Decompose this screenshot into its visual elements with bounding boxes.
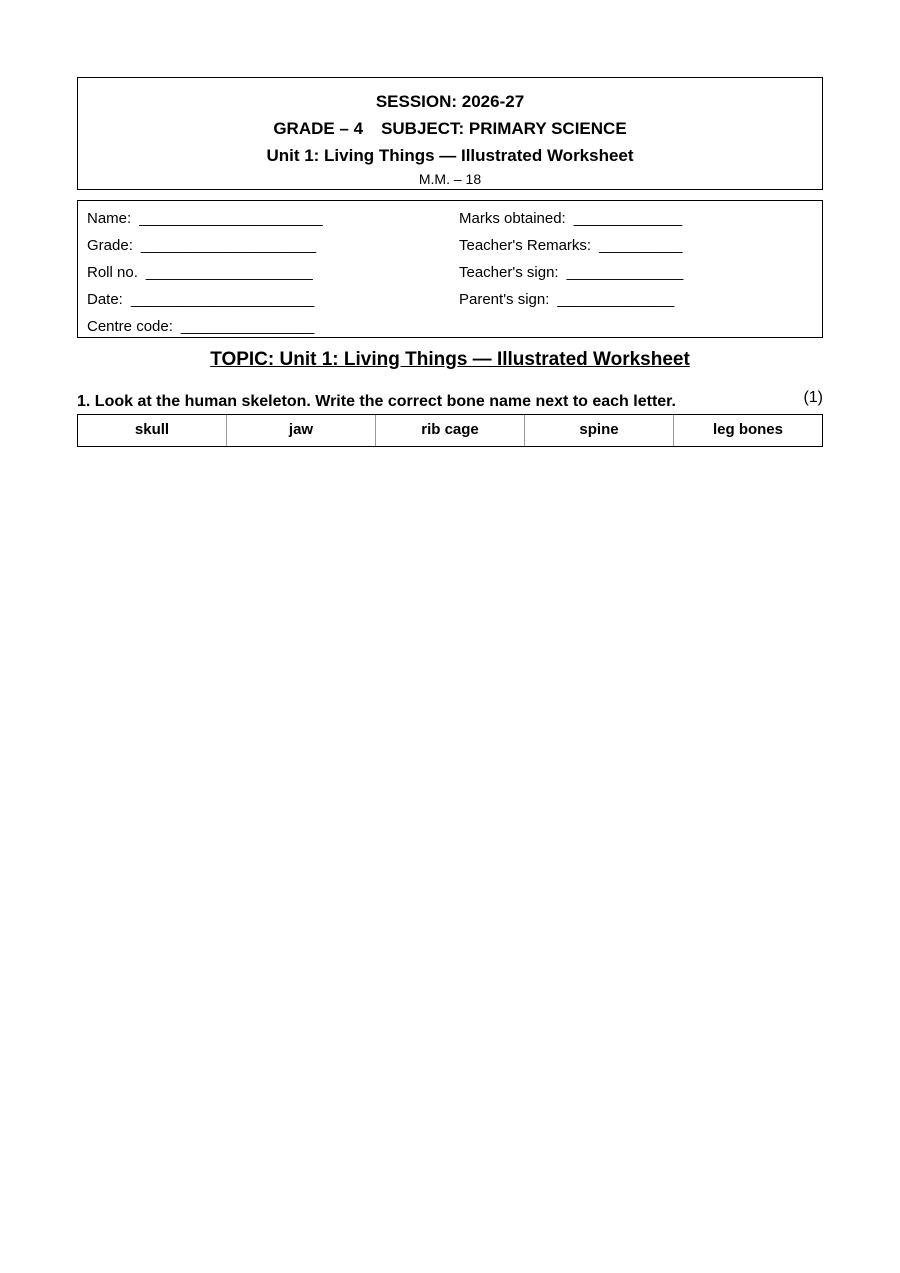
field-label: Centre code:	[87, 318, 173, 335]
student-info-box	[77, 200, 823, 338]
name-field[interactable]	[87, 205, 323, 232]
field-label: Date:	[87, 291, 123, 308]
field-blank[interactable]: ____________________	[145, 264, 313, 281]
word-bank-item: spine	[524, 415, 673, 446]
word-bank-item: skull	[134, 421, 170, 438]
field-label: Name:	[87, 210, 132, 227]
question-text: 1. Look at the human skeleton. Write the correct bone name next to each letter.	[77, 393, 676, 410]
field-blank[interactable]: ______________________	[139, 210, 323, 227]
max-marks: M.M. – 18	[418, 171, 482, 187]
field-blank[interactable]: ______________	[566, 264, 684, 281]
centre-code-field[interactable]	[87, 313, 323, 340]
word-bank-item: rib cage	[375, 415, 524, 446]
parent-sign-field[interactable]	[459, 286, 683, 313]
unit-title: Unit 1: Living Things — Illustrated Worksheet	[266, 146, 634, 165]
teacher-remarks-field[interactable]	[459, 232, 683, 259]
field-blank[interactable]: ________________	[180, 318, 315, 335]
marks-obtained-field[interactable]	[459, 205, 683, 232]
field-label: Teacher's Remarks:	[459, 237, 592, 254]
grade-subject-line	[78, 115, 822, 142]
teacher-sign-field[interactable]	[459, 259, 683, 286]
field-label: Parent's sign:	[459, 291, 550, 308]
student-info-left	[87, 205, 323, 340]
field-label: Teacher's sign:	[459, 264, 559, 281]
word-bank-item: leg bones	[673, 415, 822, 446]
field-label: Roll no.	[87, 264, 138, 281]
field-blank[interactable]: __________	[599, 237, 683, 254]
field-label: Grade:	[87, 237, 133, 254]
student-info-right	[459, 205, 683, 313]
word-bank	[77, 414, 823, 447]
date-field[interactable]	[87, 286, 323, 313]
grade-label: GRADE – 4	[273, 119, 364, 138]
question-1	[77, 386, 823, 410]
topic-heading: TOPIC: Unit 1: Living Things — Illustrated Worksheet	[210, 349, 690, 370]
field-blank[interactable]: _____________	[573, 210, 683, 227]
worksheet-page	[77, 77, 823, 447]
field-blank[interactable]: ______________	[557, 291, 675, 308]
worksheet-header	[77, 77, 823, 190]
field-blank[interactable]: ______________________	[130, 291, 315, 308]
session-title: SESSION: 2026-27	[375, 92, 525, 111]
subject-label: SUBJECT: PRIMARY SCIENCE	[381, 119, 627, 138]
field-blank[interactable]: _____________________	[140, 237, 317, 254]
grade-field[interactable]	[87, 232, 323, 259]
word-bank-item: jaw	[226, 415, 375, 446]
question-marks: (1)	[803, 389, 823, 406]
field-label: Marks obtained:	[459, 210, 566, 227]
roll-no-field[interactable]	[87, 259, 323, 286]
